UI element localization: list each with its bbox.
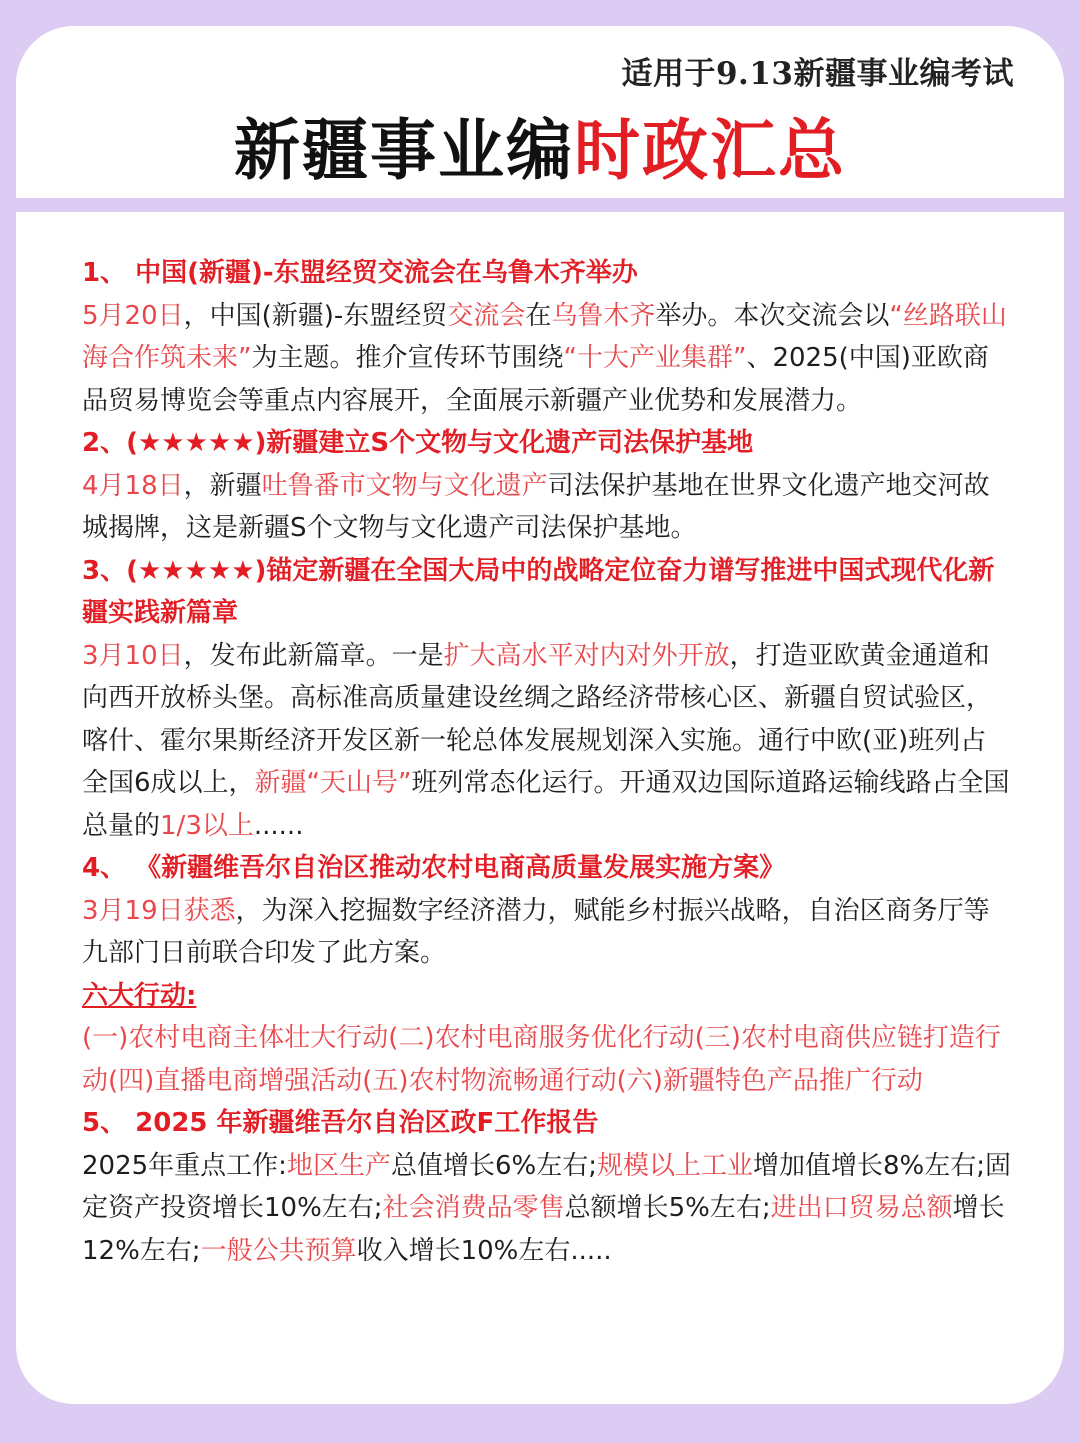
content-card xyxy=(16,26,1064,1404)
subtitle: 适用于9.13新疆事业编考试 xyxy=(621,56,1014,92)
body-text: 总值增长6%左右; xyxy=(390,1150,597,1181)
body-text: ，发布此新篇章。一是 xyxy=(183,640,444,671)
body-text: 、2025(中国)亚欧商品贸易博览会等重点内容展开，全面展示新疆产业优势和发展潜力。 xyxy=(82,343,989,416)
body-text: 2025年重点工作: xyxy=(82,1150,287,1181)
highlight-text: 3月19日获悉 xyxy=(82,895,236,926)
body-text: 为主题。推介宣传环节围绕 xyxy=(251,343,564,373)
body-text: ，打造亚欧黄金通道和向西开放桥头堡。高标准高质量建设丝绸之路经济带核心区、新疆自贸试验区，喀什、霍尔果斯经济开发区新一轮总体发展规划深入实施。通行中欧(亚)班列占全国6成以上， xyxy=(82,640,993,798)
body-text: ，新疆 xyxy=(183,470,262,501)
highlight-text: 5月20日 xyxy=(82,300,184,331)
highlight-text: 1/3以上 xyxy=(160,810,254,841)
page-title xyxy=(16,110,1064,190)
highlight-text: 3月10日 xyxy=(82,640,184,671)
item-4-sublabel: 六大行动: xyxy=(82,980,197,1011)
body-text: 班列常态化运行。开通双边国际道路运输线路占全国总量的 xyxy=(82,768,1010,841)
item-2-heading: 2、(★★★★★)新疆建立S个文物与文化遗产司法保护基地 xyxy=(82,428,754,458)
highlight-text: “十大产业集群” xyxy=(563,343,747,373)
item-5-heading: 5、 2025 年新疆维吾尔自治区政F工作报告 xyxy=(82,1108,599,1138)
item-4-body xyxy=(82,890,1012,975)
body-text: ，为深入挖掘数字经济潜力，赋能乡村振兴战略，自治区商务厅等九部门日前联合印发了此方案。 xyxy=(82,895,990,968)
body-text: 司法保护基地在世界文化遗产地交河故城揭牌，这是新疆S个文物与文化遗产司法保护基地。 xyxy=(82,470,990,543)
highlight-text: 一般公共预算 xyxy=(200,1235,357,1266)
divider xyxy=(16,198,1064,212)
body-text: 总额增长5%左右; xyxy=(564,1193,771,1223)
body-text: ，中国(新疆)-东盟经贸 xyxy=(183,300,448,331)
highlight-text: 社会消费品零售 xyxy=(382,1193,565,1223)
item-3-body xyxy=(82,635,1012,848)
header xyxy=(16,26,1064,202)
item-4-actions: (一)农村电商主体壮大行动(二)农村电商服务优化行动(三)农村电商供应链打造行动(四)直播电商增强活动(五)农村物流畅通行动(六)新疆特色产品推广行动 xyxy=(82,1023,1001,1096)
highlight-text: 交流会 xyxy=(447,300,526,331)
title-red-part: 时政汇总 xyxy=(574,111,846,189)
article-body xyxy=(82,252,1012,1272)
item-3-heading: 3、(★★★★★)锚定新疆在全国大局中的战略定位奋力谱写推进中国式现代化新疆实践新篇章 xyxy=(82,555,995,628)
item-1-heading: 1、 中国(新疆)-东盟经贸交流会在乌鲁木齐举办 xyxy=(82,258,638,288)
body-text: 增长12%左右; xyxy=(82,1193,1005,1266)
item-2-body xyxy=(82,465,1012,550)
body-text: 收入增长10%左右..... xyxy=(356,1235,612,1266)
title-black-part: 新疆事业编 xyxy=(234,111,574,189)
highlight-text: 扩大高水平对内对外开放 xyxy=(443,640,730,671)
item-1-body xyxy=(82,295,1012,423)
highlight-text: 新疆“天山号” xyxy=(254,768,412,798)
body-text: ...... xyxy=(253,810,304,841)
highlight-text: 规模以上工业 xyxy=(596,1150,753,1181)
highlight-text: “丝路联山海合作筑未来” xyxy=(82,300,1007,373)
highlight-text: 4月18日 xyxy=(82,470,184,501)
highlight-text: 吐鲁番市文物与文化遗产 xyxy=(261,470,548,501)
highlight-text: 进出口贸易总额 xyxy=(770,1193,953,1223)
body-text: 在 xyxy=(525,300,552,331)
body-text: 举办。本次交流会以 xyxy=(655,300,890,331)
body-text: 增加值增长8%左右;固定资产投资增长10%左右; xyxy=(82,1150,1011,1223)
item-4-heading: 4、 《新疆维吾尔自治区推动农村电商高质量发展实施方案》 xyxy=(82,853,786,883)
item-5-body xyxy=(82,1145,1012,1273)
highlight-text: 乌鲁木齐 xyxy=(551,300,656,331)
highlight-text: 地区生产 xyxy=(286,1150,391,1181)
